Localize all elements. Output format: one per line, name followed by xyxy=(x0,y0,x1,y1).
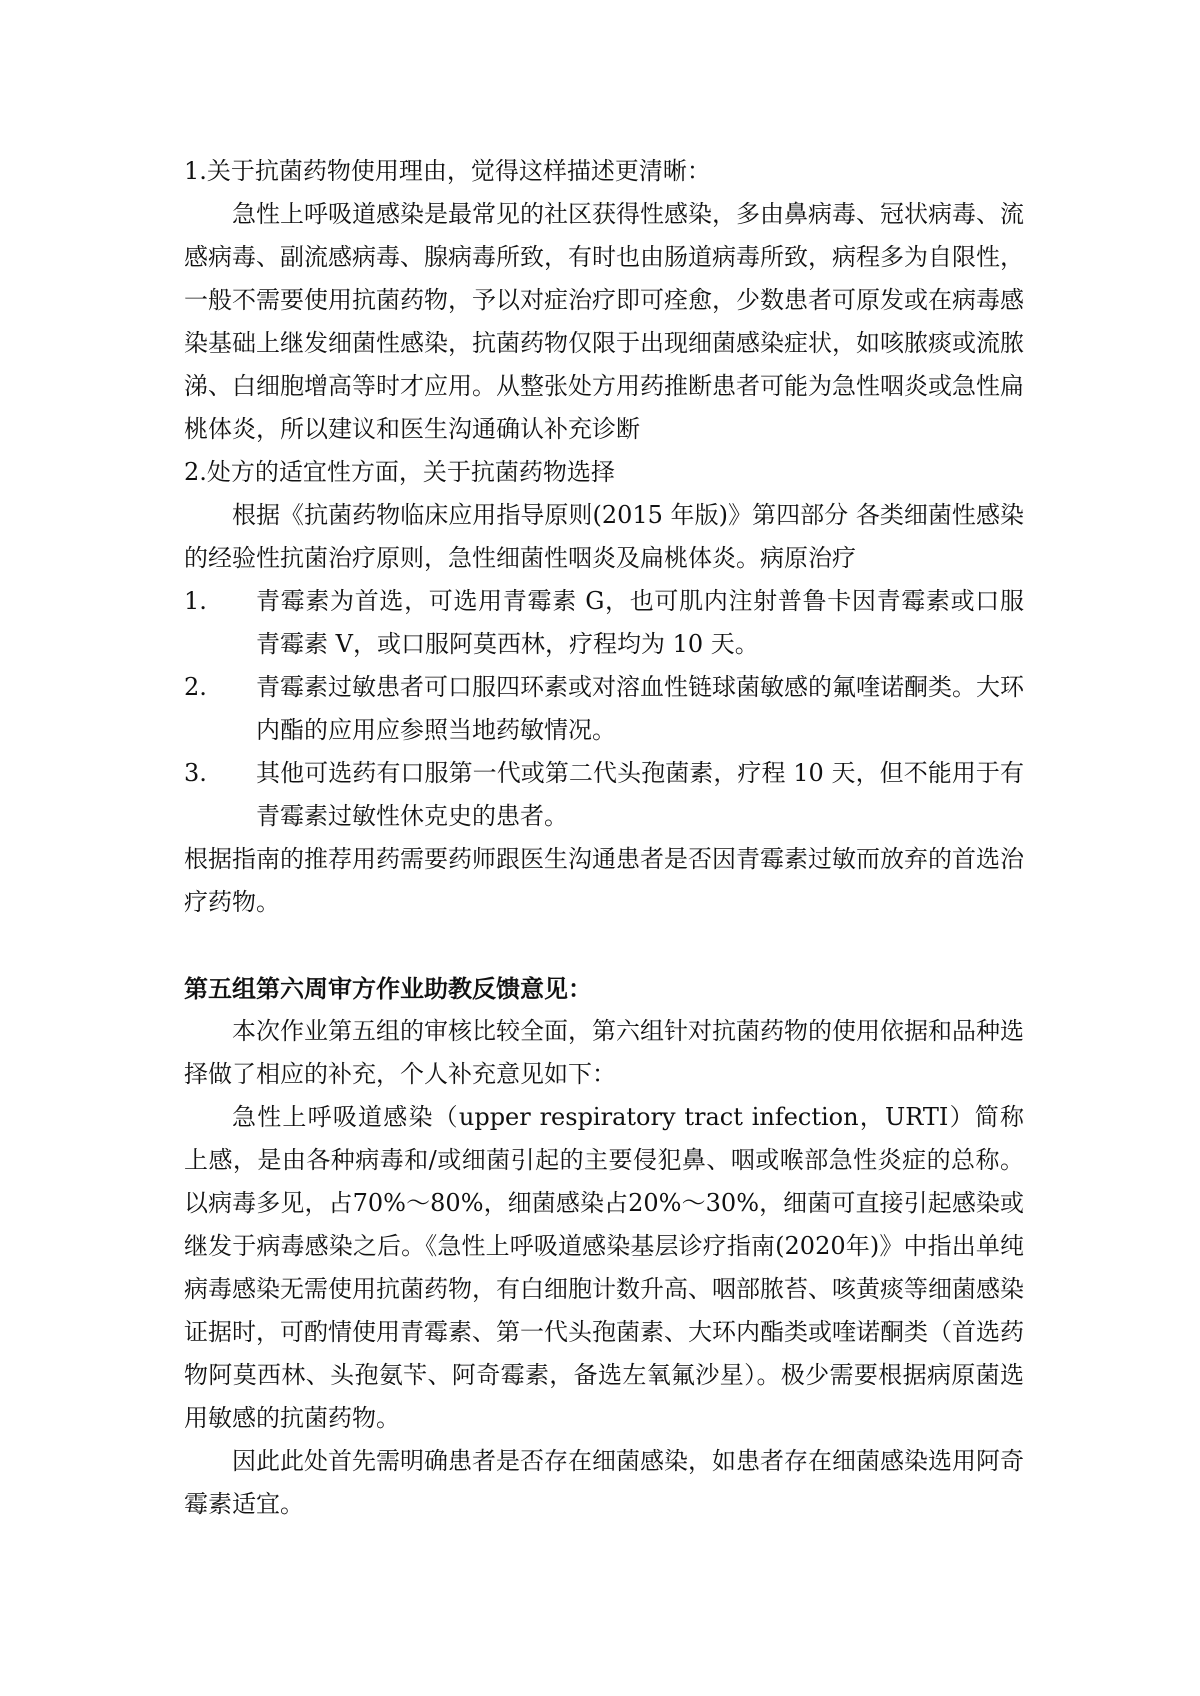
section3-paragraph: 急性上呼吸道感染（upper respiratory tract infection，URTI）简称上感，是由各种病毒和/或细菌引起的主要侵犯鼻、咽或喉部急性炎症的总称。以病毒多见，占70%～80%，细菌感染占20%～30%，细菌可直接引起感染或继发于病毒感染之后。《急性上呼吸道感染基层诊疗指南(2020年)》中指出单纯病毒感染无需使用抗菌药物，有白细胞计数升高、咽部脓苔、咳黄痰等细菌感染证据时，可酌情使用青霉素、第一代头孢菌素、大环内酯类或喹诺酮类（首选药物阿莫西林、头孢氨苄、阿奇霉素，备选左氧氟沙星）。极少需要根据病原菌选用敏感的抗菌药物。 xyxy=(184,1103,1024,1432)
list-item-text: 青霉素为首选，可选用青霉素 G，也可肌内注射普鲁卡因青霉素或口服青霉素 V，或口服阿莫西林，疗程均为 10 天。 xyxy=(256,587,1024,658)
list-item xyxy=(184,752,1024,838)
list-item-number: 1. xyxy=(184,587,207,615)
document-page xyxy=(184,150,1024,1526)
section2-paragraph: 根据《抗菌药物临床应用指导原则(2015 年版)》第四部分 各类细菌性感染的经验性抗菌治疗原则，急性细菌性咽炎及扁桃体炎。病原治疗 xyxy=(184,501,1024,572)
section2-heading: 2.处方的适宜性方面，关于抗菌药物选择 xyxy=(184,458,615,486)
section2-closing: 根据指南的推荐用药需要药师跟医生沟通患者是否因青霉素过敏而放弃的首选治疗药物。 xyxy=(184,845,1024,916)
section1-paragraph: 急性上呼吸道感染是最常见的社区获得性感染，多由鼻病毒、冠状病毒、流感病毒、副流感病毒、腺病毒所致，有时也由肠道病毒所致，病程多为自限性，一般不需要使用抗菌药物，予以对症治疗即可痊愈，少数患者可原发或在病毒感染基础上继发细菌性感染，抗菌药物仅限于出现细菌感染症状，如咳脓痰或流脓涕、白细胞增高等时才应用。从整张处方用药推断患者可能为急性咽炎或急性扁桃体炎，所以建议和医生沟通确认补充诊断 xyxy=(184,200,1024,443)
section1-heading: 1.关于抗菌药物使用理由，觉得这样描述更清晰： xyxy=(184,157,711,185)
list-item-number: 2. xyxy=(184,673,207,701)
list-item xyxy=(184,580,1024,666)
section3-paragraph: 本次作业第五组的审核比较全面，第六组针对抗菌药物的使用依据和品种选择做了相应的补充，个人补充意见如下： xyxy=(184,1017,1024,1088)
list-item-text: 青霉素过敏患者可口服四环素或对溶血性链球菌敏感的氟喹诺酮类。大环内酯的应用应参照当地药敏情况。 xyxy=(256,673,1024,744)
list-item xyxy=(184,666,1024,752)
section3-heading: 第五组第六周审方作业助教反馈意见： xyxy=(184,974,592,1003)
section3-paragraph: 因此此处首先需明确患者是否存在细菌感染，如患者存在细菌感染选用阿奇霉素适宜。 xyxy=(184,1447,1024,1518)
section-spacer xyxy=(184,924,1024,967)
list-item-text: 其他可选药有口服第一代或第二代头孢菌素，疗程 10 天，但不能用于有青霉素过敏性休克史的患者。 xyxy=(256,759,1024,830)
list-item-number: 3. xyxy=(184,759,207,787)
